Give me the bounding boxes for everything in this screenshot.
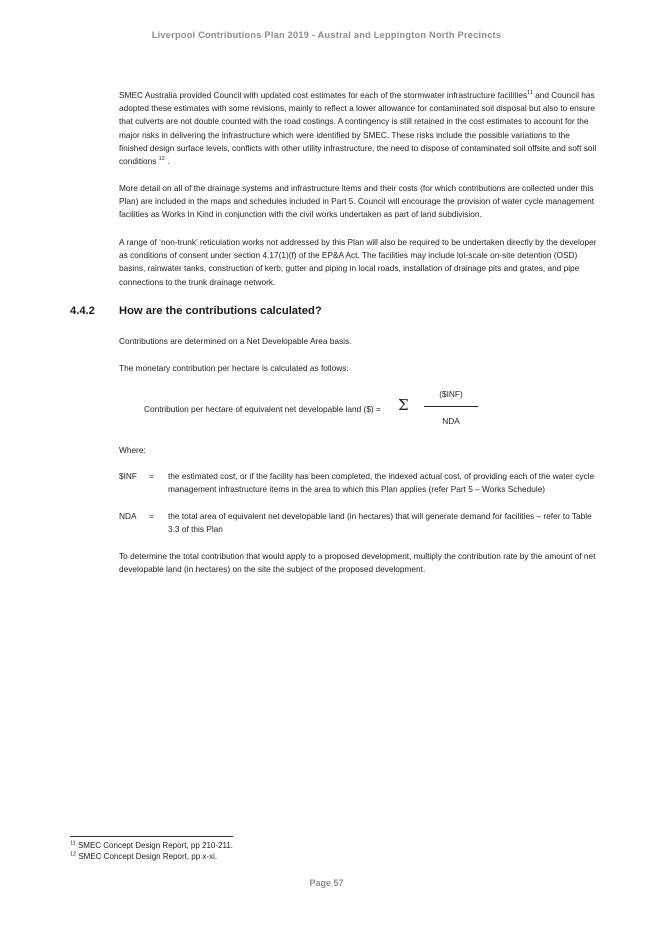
footnote-text: SMEC Concept Design Report, pp 210-211. — [75, 841, 233, 850]
footnote-text: SMEC Concept Design Report, pp x-xi. — [76, 852, 218, 861]
paragraph-text: . — [164, 156, 170, 167]
paragraph-smec-estimates — [119, 89, 599, 168]
paragraph-nda-basis: Contributions are determined on a Net Developable Area basis. — [119, 336, 352, 346]
where-label: Where: — [119, 445, 146, 455]
definition-nda — [119, 510, 599, 536]
definition-term: NDA — [119, 511, 137, 521]
footnote-12 — [70, 851, 590, 862]
paragraph-calc-intro: The monetary contribution per hectare is calculated as follows: — [119, 363, 349, 373]
page-number: Page 57 — [309, 878, 344, 888]
formula-label: Contribution per hectare of equivalent net developable land ($) = — [144, 404, 381, 414]
formula-denominator: NDA — [442, 416, 460, 426]
footnote-divider — [70, 836, 233, 837]
section-number: 4.4.2 — [70, 305, 95, 317]
footnote-number: 12 — [70, 851, 77, 858]
definition-inf — [119, 470, 599, 496]
definition-description: the total area of equivalent net developable land (in hectares) that will generate demand for facilities – refer to Table 3.3 of this Plan — [168, 511, 592, 535]
definition-description: the estimated cost, or if the facility has been completed, the indexed actual cost, of providing each of the water cycle management infrastructure items in the area to which this Plan applies (refer Part 5 – Works Schedule) — [168, 471, 595, 495]
paragraph-total-contribution: To determine the total contribution that would apply to a proposed development, multiply the contribution rate by the amount of net developable land (in hectares) on the site the subject of the proposed development. — [119, 551, 596, 575]
footnotes — [70, 840, 590, 862]
definition-term: $INF — [119, 471, 137, 481]
section-heading — [70, 305, 590, 317]
sigma-symbol: Σ — [398, 396, 409, 414]
formula-numerator: ($INF) — [439, 389, 463, 399]
paragraph-text: SMEC Australia provided Council with updated cost estimates for each of the stormwater infrastructure facilities — [119, 90, 528, 100]
paragraph-text: and Council has adopted these estimates with some revisions, mainly to reflect a lower allowance for contaminated soil disposal but also to ensure that culverts are not double counted with the road costings. A contingency is still retained in the cost estimates to account for the major risks in delivering the infrastructure which were identified by SMEC. These risks include the possible variations to the finished design surface levels, conflicts with other utility infrastructure, the need to dispose of contaminated soil offsite and soft soil conditions — [119, 90, 597, 167]
footnote-number: 11 — [70, 840, 76, 847]
paragraph-drainage-detail: More detail on all of the drainage systems and infrastructure items and their costs (for which contributions are collected under this Plan) are included in the maps and schedules included in Part 5. Council will encourage the provision of water cycle management facilities as Works In Kind in conjunction with the civil works undertaken as part of land subdivision. — [119, 183, 595, 220]
definition-equals: = — [149, 471, 154, 481]
footnote-ref-12[interactable]: 12 — [158, 156, 165, 163]
section-title: How are the contributions calculated? — [119, 305, 322, 317]
fraction-bar — [424, 406, 478, 407]
footnote-ref-11[interactable]: 11 — [527, 90, 533, 97]
running-header: Liverpool Contributions Plan 2019 - Austral and Leppington North Precincts — [151, 30, 502, 40]
definition-equals: = — [149, 511, 154, 521]
footnote-11 — [70, 840, 590, 851]
paragraph-non-trunk-works: A range of ‘non-trunk’ reticulation works not addressed by this Plan will also be required to be undertaken directly by the developer as conditions of consent under section 4.17(1)(f) of the EP&A Act. The facilities may include lot-scale on-site detention (OSD) basins, rainwater tanks, construction of kerb, gutter and piping in local roads, installation of drainage pits and grates, and pipe connections to the trunk drainage network. — [119, 237, 597, 287]
